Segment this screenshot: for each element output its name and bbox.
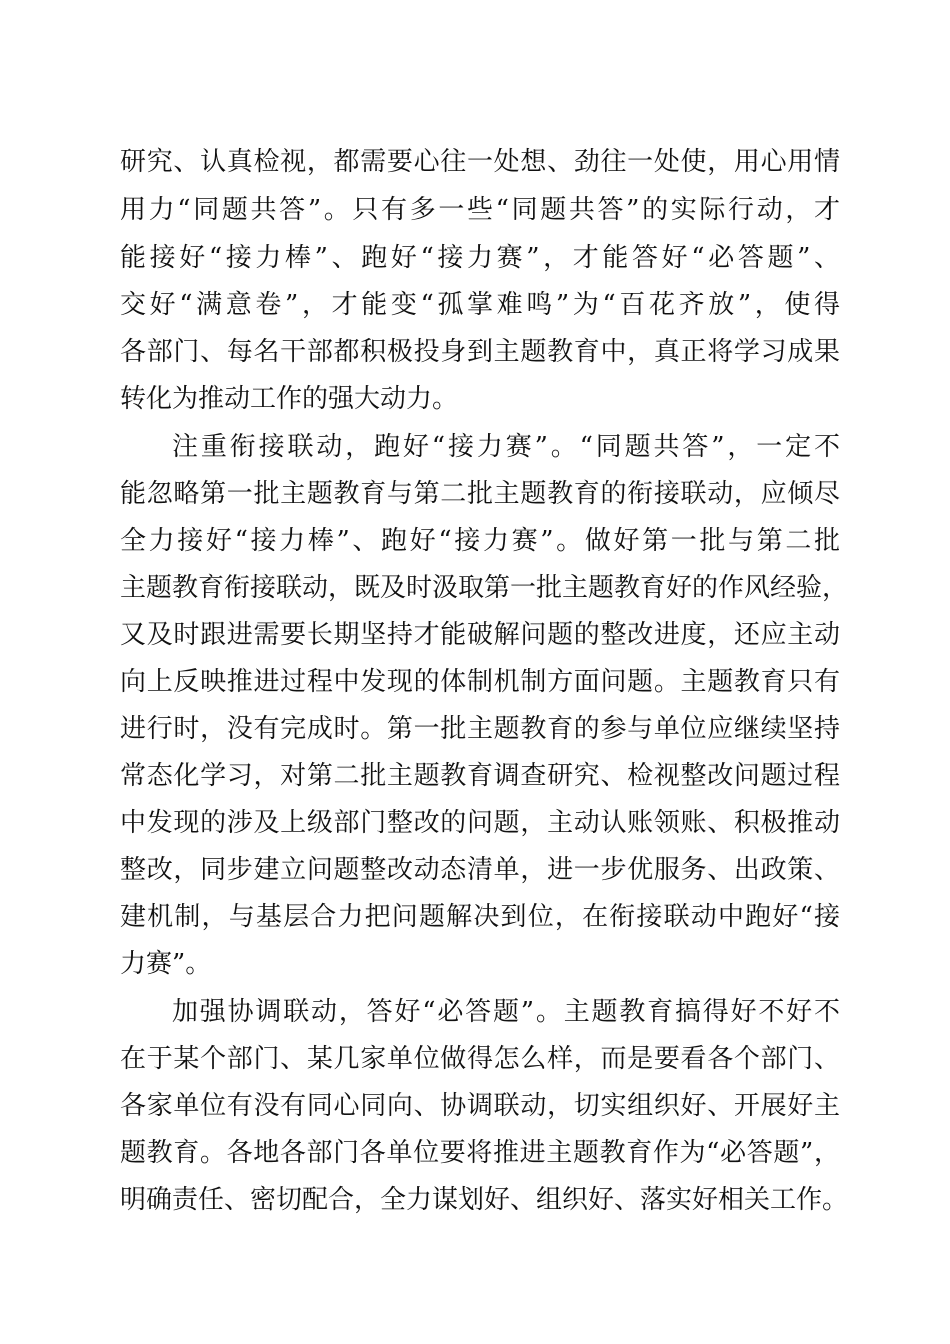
text-line: 进行时，没有完成时。第一批主题教育的参与单位应继续坚持 bbox=[120, 714, 840, 744]
text-line: 题教育。各地各部门各单位要将推进主题教育作为“必答题”， bbox=[120, 1138, 840, 1168]
text-line: 能接好“接力棒”、跑好“接力赛”，才能答好“必答题”、 bbox=[120, 243, 840, 273]
text-line: 明确责任、密切配合，全力谋划好、组织好、落实好相关工作。 bbox=[120, 1185, 849, 1215]
text-line: 交好“满意卷”，才能变“孤掌难鸣”为“百花齐放”，使得 bbox=[120, 290, 840, 320]
text-line: 能忽略第一批主题教育与第二批主题教育的衔接联动，应倾尽 bbox=[120, 479, 840, 509]
text-line: 各家单位有没有同心同向、协调联动，切实组织好、开展好主 bbox=[120, 1091, 840, 1121]
text-line: 研究、认真检视，都需要心往一处想、劲往一处使，用心用情 bbox=[120, 147, 840, 177]
paragraph-start-line: 注重衔接联动，跑好“接力赛”。“同题共答”，一定不 bbox=[172, 432, 840, 462]
paragraph-end-line: 力赛”。 bbox=[120, 949, 212, 979]
text-line: 又及时跟进需要长期坚持才能破解问题的整改进度，还应主动 bbox=[120, 620, 840, 650]
text-line: 建机制，与基层合力把问题解决到位，在衔接联动中跑好“接 bbox=[120, 902, 840, 932]
text-line: 向上反映推进过程中发现的体制机制方面问题。主题教育只有 bbox=[120, 667, 840, 697]
text-line: 在于某个部门、某几家单位做得怎么样，而是要看各个部门、 bbox=[120, 1044, 840, 1074]
text-line: 各部门、每名干部都积极投身到主题教育中，真正将学习成果 bbox=[120, 337, 840, 367]
text-line: 整改，同步建立问题整改动态清单，进一步优服务、出政策、 bbox=[120, 855, 840, 885]
text-line: 常态化学习，对第二批主题教育调查研究、检视整改问题过程 bbox=[120, 761, 840, 791]
text-line: 主题教育衔接联动，既及时汲取第一批主题教育好的作风经验， bbox=[120, 573, 849, 603]
paragraph-start-line: 加强协调联动，答好“必答题”。主题教育搞得好不好不 bbox=[172, 997, 840, 1027]
paragraph-end-line: 转化为推动工作的强大动力。 bbox=[120, 384, 459, 414]
text-line: 中发现的涉及上级部门整改的问题，主动认账领账、积极推动 bbox=[120, 808, 840, 838]
text-line: 用力“同题共答”。只有多一些“同题共答”的实际行动，才 bbox=[120, 195, 840, 225]
text-line: 全力接好“接力棒”、跑好“接力赛”。做好第一批与第二批 bbox=[120, 526, 840, 556]
